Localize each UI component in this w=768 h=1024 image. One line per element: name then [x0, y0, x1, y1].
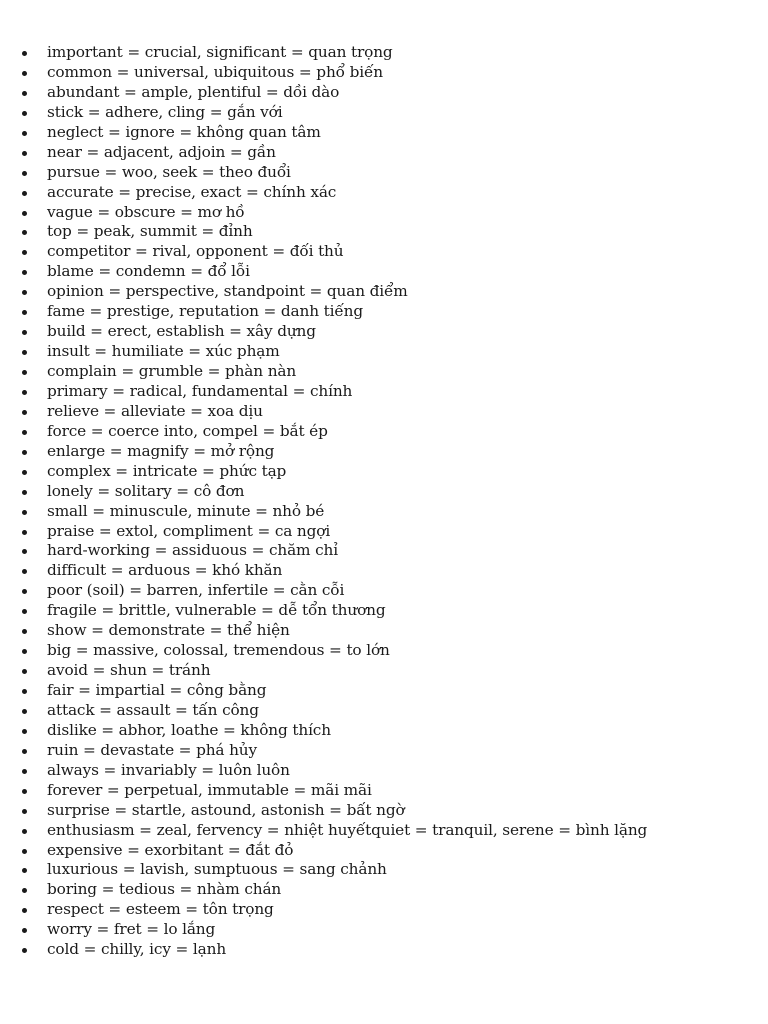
list-item	[22, 183, 762, 203]
vocab-entry-text: primary = radical, fundamental = chính	[47, 381, 353, 400]
vocab-entry-text: big = massive, colossal, tremendous = to lớn	[47, 641, 390, 660]
list-item	[22, 841, 762, 861]
bullet-icon	[22, 171, 27, 176]
list-item	[22, 701, 762, 721]
vocab-entry-text: blame = condemn = đổ lỗi	[47, 262, 250, 281]
list-item	[22, 920, 762, 940]
list-item	[22, 621, 762, 641]
list-item	[22, 940, 762, 960]
list-item	[22, 801, 762, 821]
list-item	[22, 761, 762, 781]
vocab-entry-text: enthusiasm = zeal, fervency = nhiệt huyếtquiet = tranquil, serene = bình lặng	[47, 820, 648, 839]
vocab-entry-text: boring = tedious = nhàm chán	[47, 880, 282, 899]
bullet-icon	[22, 191, 27, 196]
list-item	[22, 422, 762, 442]
bullet-icon	[22, 470, 27, 475]
bullet-icon	[22, 888, 27, 893]
vocab-entry-text: avoid = shun = tránh	[47, 661, 211, 680]
bullet-icon	[22, 549, 27, 554]
vocab-entry-text: build = erect, establish = xây dựng	[47, 322, 316, 341]
list-item	[22, 821, 762, 841]
bullet-icon	[22, 250, 27, 255]
bullet-icon	[22, 490, 27, 495]
bullet-icon	[22, 310, 27, 315]
vocab-entry-text: fair = impartial = công bằng	[47, 681, 267, 699]
list-item	[22, 222, 762, 242]
list-item	[22, 681, 762, 701]
list-item	[22, 860, 762, 880]
list-item	[22, 103, 762, 123]
bullet-icon	[22, 709, 27, 714]
bullet-icon	[22, 649, 27, 654]
vocab-entry-text: competitor = rival, opponent = đối thủ	[47, 242, 344, 261]
list-item	[22, 282, 762, 302]
list-item	[22, 362, 762, 382]
list-item	[22, 262, 762, 282]
bullet-icon	[22, 91, 27, 96]
bullet-icon	[22, 569, 27, 574]
vocab-entry-text: show = demonstrate = thể hiện	[47, 621, 290, 640]
list-item	[22, 462, 762, 482]
vocab-entry-text: abundant = ample, plentiful = dồi dào	[47, 82, 340, 101]
bullet-icon	[22, 849, 27, 854]
vocab-entry-text: insult = humiliate = xúc phạm	[47, 342, 280, 361]
vocab-entry-text: fragile = brittle, vulnerable = dễ tổn thương	[47, 601, 386, 620]
bullet-icon	[22, 589, 27, 594]
list-item	[22, 43, 762, 63]
vocab-entry-text: difficult = arduous = khó khăn	[47, 561, 283, 580]
list-item	[22, 661, 762, 681]
list-item	[22, 63, 762, 83]
bullet-icon	[22, 450, 27, 455]
bullet-icon	[22, 829, 27, 834]
bullet-icon	[22, 530, 27, 535]
vocab-entry-text: always = invariably = luôn luôn	[47, 760, 290, 779]
bullet-icon	[22, 430, 27, 435]
bullet-icon	[22, 749, 27, 754]
list-item	[22, 502, 762, 522]
list-item	[22, 442, 762, 462]
bullet-icon	[22, 151, 27, 156]
list-item	[22, 561, 762, 581]
vocab-entry-text: attack = assault = tấn công	[47, 700, 259, 719]
list-item	[22, 482, 762, 502]
list-item	[22, 900, 762, 920]
bullet-icon	[22, 769, 27, 774]
list-item	[22, 522, 762, 542]
list-item	[22, 123, 762, 143]
bullet-icon	[22, 410, 27, 415]
bullet-icon	[22, 868, 27, 873]
bullet-icon	[22, 629, 27, 634]
vocab-entry-text: surprise = startle, astound, astonish = bất ngờ	[47, 800, 405, 819]
vocab-entry-text: hard-working = assiduous = chăm chỉ	[47, 541, 338, 560]
list-item	[22, 322, 762, 342]
vocab-entry-text: pursue = woo, seek = theo đuổi	[47, 162, 291, 181]
vocab-entry-text: expensive = exorbitant = đắt đỏ	[47, 840, 294, 859]
list-item	[22, 302, 762, 322]
vocab-entry-text: enlarge = magnify = mở rộng	[47, 441, 275, 460]
bullet-icon	[22, 729, 27, 734]
vocab-entry-text: stick = adhere, cling = gắn với	[47, 102, 283, 121]
vocab-entry-text: vague = obscure = mơ hồ	[47, 202, 245, 221]
list-item	[22, 781, 762, 801]
vocab-entry-text: luxurious = lavish, sumptuous = sang chảnh	[47, 860, 387, 879]
list-item	[22, 741, 762, 761]
list-item	[22, 721, 762, 741]
bullet-icon	[22, 51, 27, 56]
vocab-entry-text: complex = intricate = phức tạp	[47, 461, 287, 480]
vocab-entry-text: opinion = perspective, standpoint = quan điểm	[47, 282, 408, 301]
vocab-entry-text: worry = fret = lo lắng	[47, 920, 216, 939]
list-item	[22, 163, 762, 183]
list-item	[22, 402, 762, 422]
vocab-entry-text: cold = chilly, icy = lạnh	[47, 940, 227, 959]
bullet-icon	[22, 669, 27, 674]
list-item	[22, 242, 762, 262]
bullet-icon	[22, 211, 27, 216]
bullet-icon	[22, 609, 27, 614]
vocab-entry-text: accurate = precise, exact = chính xác	[47, 182, 337, 201]
vocab-entry-text: fame = prestige, reputation = danh tiếng	[47, 302, 363, 321]
vocabulary-list	[22, 43, 762, 960]
list-item	[22, 382, 762, 402]
list-item	[22, 143, 762, 163]
bullet-icon	[22, 370, 27, 375]
bullet-icon	[22, 230, 27, 235]
list-item	[22, 601, 762, 621]
bullet-icon	[22, 789, 27, 794]
list-item	[22, 581, 762, 601]
bullet-icon	[22, 908, 27, 913]
bullet-icon	[22, 809, 27, 814]
vocab-entry-text: neglect = ignore = không quan tâm	[47, 122, 321, 141]
vocab-entry-text: force = coerce into, compel = bắt ép	[47, 421, 328, 440]
bullet-icon	[22, 71, 27, 76]
bullet-icon	[22, 290, 27, 295]
vocab-entry-text: near = adjacent, adjoin = gần	[47, 142, 276, 161]
vocab-entry-text: respect = esteem = tôn trọng	[47, 900, 274, 919]
bullet-icon	[22, 689, 27, 694]
bullet-icon	[22, 330, 27, 335]
vocab-entry-text: relieve = alleviate = xoa dịu	[47, 401, 263, 420]
bullet-icon	[22, 928, 27, 933]
list-item	[22, 641, 762, 661]
list-item	[22, 203, 762, 223]
bullet-icon	[22, 131, 27, 136]
bullet-icon	[22, 111, 27, 116]
vocab-entry-text: lonely = solitary = cô đơn	[47, 481, 245, 500]
list-item	[22, 541, 762, 561]
vocab-entry-text: common = universal, ubiquitous = phổ biến	[47, 62, 383, 81]
vocab-entry-text: top = peak, summit = đỉnh	[47, 222, 253, 241]
bullet-icon	[22, 948, 27, 953]
vocab-entry-text: important = crucial, significant = quan trọng	[47, 43, 393, 61]
bullet-icon	[22, 350, 27, 355]
list-item	[22, 880, 762, 900]
vocab-entry-text: dislike = abhor, loathe = không thích	[47, 720, 331, 739]
vocab-entry-text: praise = extol, compliment = ca ngợi	[47, 521, 331, 540]
vocab-entry-text: complain = grumble = phàn nàn	[47, 362, 297, 380]
bullet-icon	[22, 390, 27, 395]
bullet-icon	[22, 510, 27, 515]
vocab-entry-text: poor (soil) = barren, infertile = cằn cỗi	[47, 581, 345, 600]
vocab-entry-text: small = minuscule, minute = nhỏ bé	[47, 501, 325, 520]
vocab-entry-text: ruin = devastate = phá hủy	[47, 740, 257, 759]
list-item	[22, 83, 762, 103]
bullet-icon	[22, 270, 27, 275]
vocab-entry-text: forever = perpetual, immutable = mãi mãi	[47, 780, 372, 799]
list-item	[22, 342, 762, 362]
